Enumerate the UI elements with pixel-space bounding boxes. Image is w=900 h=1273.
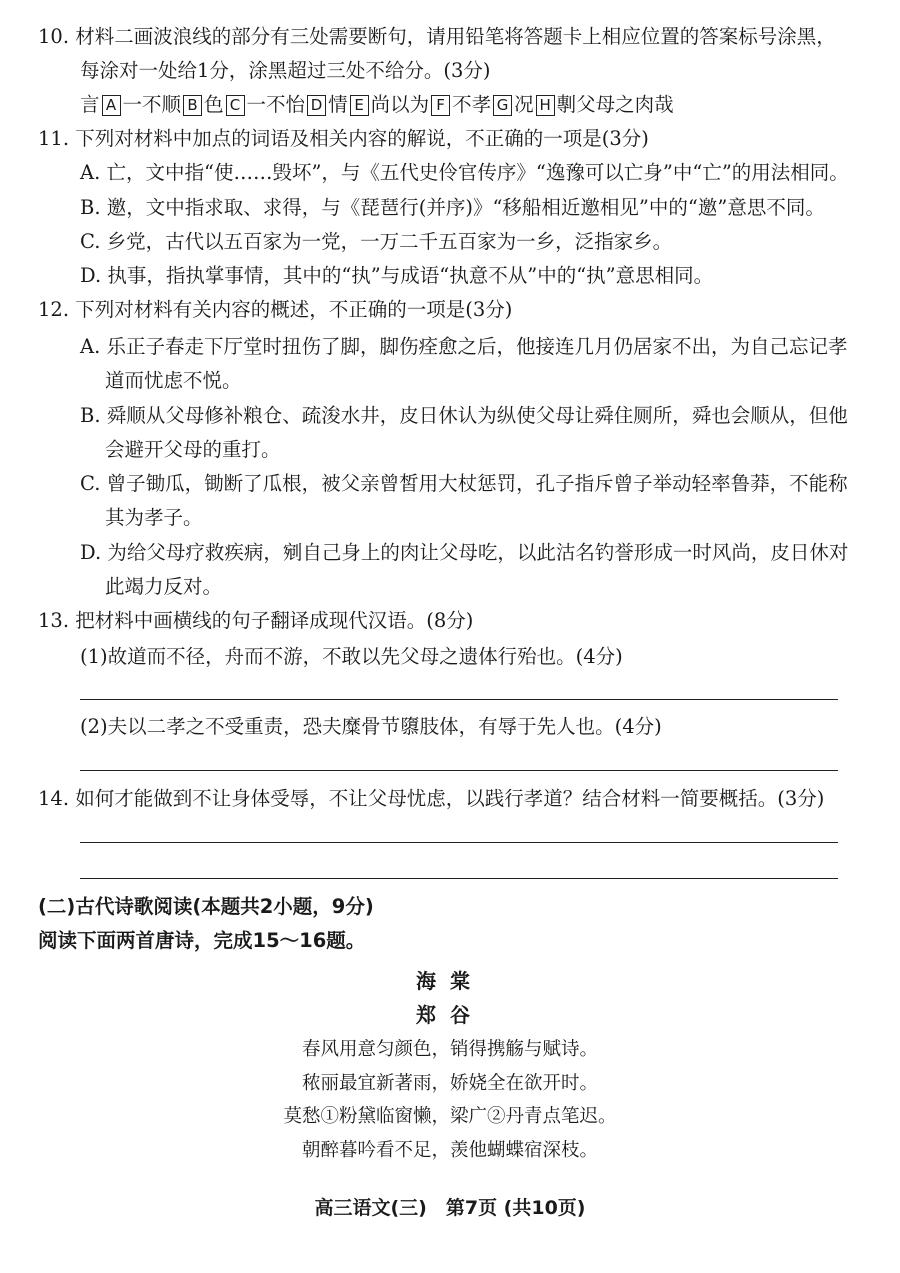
q10-answer-box-a: A — [102, 95, 121, 116]
page-footer: 高三语文(三) 第7页 (共10页) — [314, 1197, 586, 1219]
poem-line-3: 莫愁①粉黛临窗懒，梁广②丹青点笔迟。 — [283, 1106, 617, 1127]
q10-stem-line2: 每涂对一处给1分，涂黑超过三处不给分。(3分) — [80, 59, 491, 82]
q11-option-c: C. 乡党，古代以五百家为一党，一万二千五百家为一乡，泛指家乡。 — [80, 230, 673, 253]
q11-option-b: B. 邀，文中指求取、求得，与《琵琶行(并序)》“移船相近邀相见”中的“邀”意思不同。 — [80, 196, 825, 219]
q10-answer-box-f: F — [431, 95, 450, 116]
q13-sentence-1: (1)故道而不径，舟而不游，不敢以先父母之遗体行殆也。(4分) — [80, 645, 623, 668]
q10-answer-box-b: B — [183, 95, 202, 116]
poem-title: 海棠 — [416, 969, 484, 993]
q14-answer-line-1 — [80, 842, 838, 843]
q13-answer-line-2 — [80, 770, 838, 771]
q12-option-b-line1: B. 舜顺从父母修补粮仓、疏浚水井，皮日休认为纵使父母让舜住厕所，舜也会顺从，但他 — [80, 404, 848, 427]
poem-line-2: 秾丽最宜新著雨，娇娆全在欲开时。 — [301, 1073, 598, 1094]
q12-option-d-line1: D. 为给父母疗救疾病，剜自己身上的肉让父母吃，以此沽名钓誉形成一时风尚，皮日休对 — [80, 541, 849, 564]
q12-option-d-line2: 此竭力反对。 — [105, 575, 223, 598]
q10-segment-text: 言 — [80, 93, 100, 116]
q12-option-c-line2: 其为孝子。 — [105, 506, 203, 529]
q10-options — [80, 95, 674, 116]
section-instruction: 阅读下面两首唐诗，完成15～16题。 — [38, 929, 366, 952]
q14-stem: 14. 如何才能做到不让身体受辱，不让父母忧虑，以践行孝道？结合材料一简要概括。(3分) — [38, 787, 825, 810]
q10-segment-text: 色 — [204, 93, 224, 116]
q11-option-d: D. 执事，指执掌事情，其中的“执”与成语“执意不从”中的“执”意思相同。 — [80, 264, 714, 287]
q10-answer-box-c: C — [226, 95, 245, 116]
q12-stem: 12. 下列对材料有关内容的概述，不正确的一项是(3分) — [38, 298, 513, 321]
q10-segment-text: 不孝 — [452, 93, 492, 116]
q10-answer-box-d: D — [307, 95, 326, 116]
q10-segment-text: 一不顺 — [122, 93, 182, 116]
q14-answer-line-2 — [80, 878, 838, 879]
q13-stem: 13. 把材料中画横线的句子翻译成现代汉语。(8分) — [38, 609, 474, 632]
q11-stem: 11. 下列对材料中加点的词语及相关内容的解说，不正确的一项是(3分) — [38, 127, 649, 150]
q12-option-a-line2: 道而忧虑不悦。 — [105, 369, 242, 392]
q10-answer-box-h: H — [536, 95, 555, 116]
section-heading: (二)古代诗歌阅读(本题共2小题，9分) — [38, 895, 374, 918]
q10-segment-text: 剸父母之肉哉 — [556, 93, 674, 116]
q13-sentence-2: (2)夫以二孝之不受重责，恐夫糜骨节隳肢体，有辱于先人也。(4分) — [80, 715, 662, 738]
q10-segment-text: 一不怡 — [246, 93, 306, 116]
poem-line-1: 春风用意匀颜色，销得携觞与赋诗。 — [301, 1039, 598, 1060]
q13-answer-line-1 — [80, 699, 838, 700]
q10-segment-text: 情 — [328, 93, 348, 116]
q10-answer-box-g: G — [493, 95, 512, 116]
q12-option-a-line1: A. 乐正子春走下厅堂时扭伤了脚，脚伤痊愈之后，他接连几月仍居家不出，为自己忘记孝 — [80, 335, 848, 358]
q10-answer-box-e: E — [350, 95, 369, 116]
poem-line-4: 朝醉暮吟看不足，羡他蝴蝶宿深枝。 — [301, 1140, 598, 1161]
q12-option-c-line1: C. 曾子锄瓜，锄断了瓜根，被父亲曾皙用大杖惩罚，孔子指斥曾子举动轻率鲁莽，不能称 — [80, 472, 848, 495]
q10-segment-text: 况 — [514, 93, 534, 116]
q10-stem-line1: 10. 材料二画波浪线的部分有三处需要断句，请用铅笔将答题卡上相应位置的答案标号涂黑， — [38, 25, 836, 48]
q11-option-a: A. 亡，文中指“使……毁坏”，与《五代史伶官传序》“逸豫可以亡身”中“亡”的用法相同。 — [80, 161, 849, 184]
q10-segment-text: 尚以为 — [370, 93, 430, 116]
poem-author: 郑谷 — [416, 1003, 484, 1027]
q12-option-b-line2: 会避开父母的重打。 — [105, 438, 281, 461]
